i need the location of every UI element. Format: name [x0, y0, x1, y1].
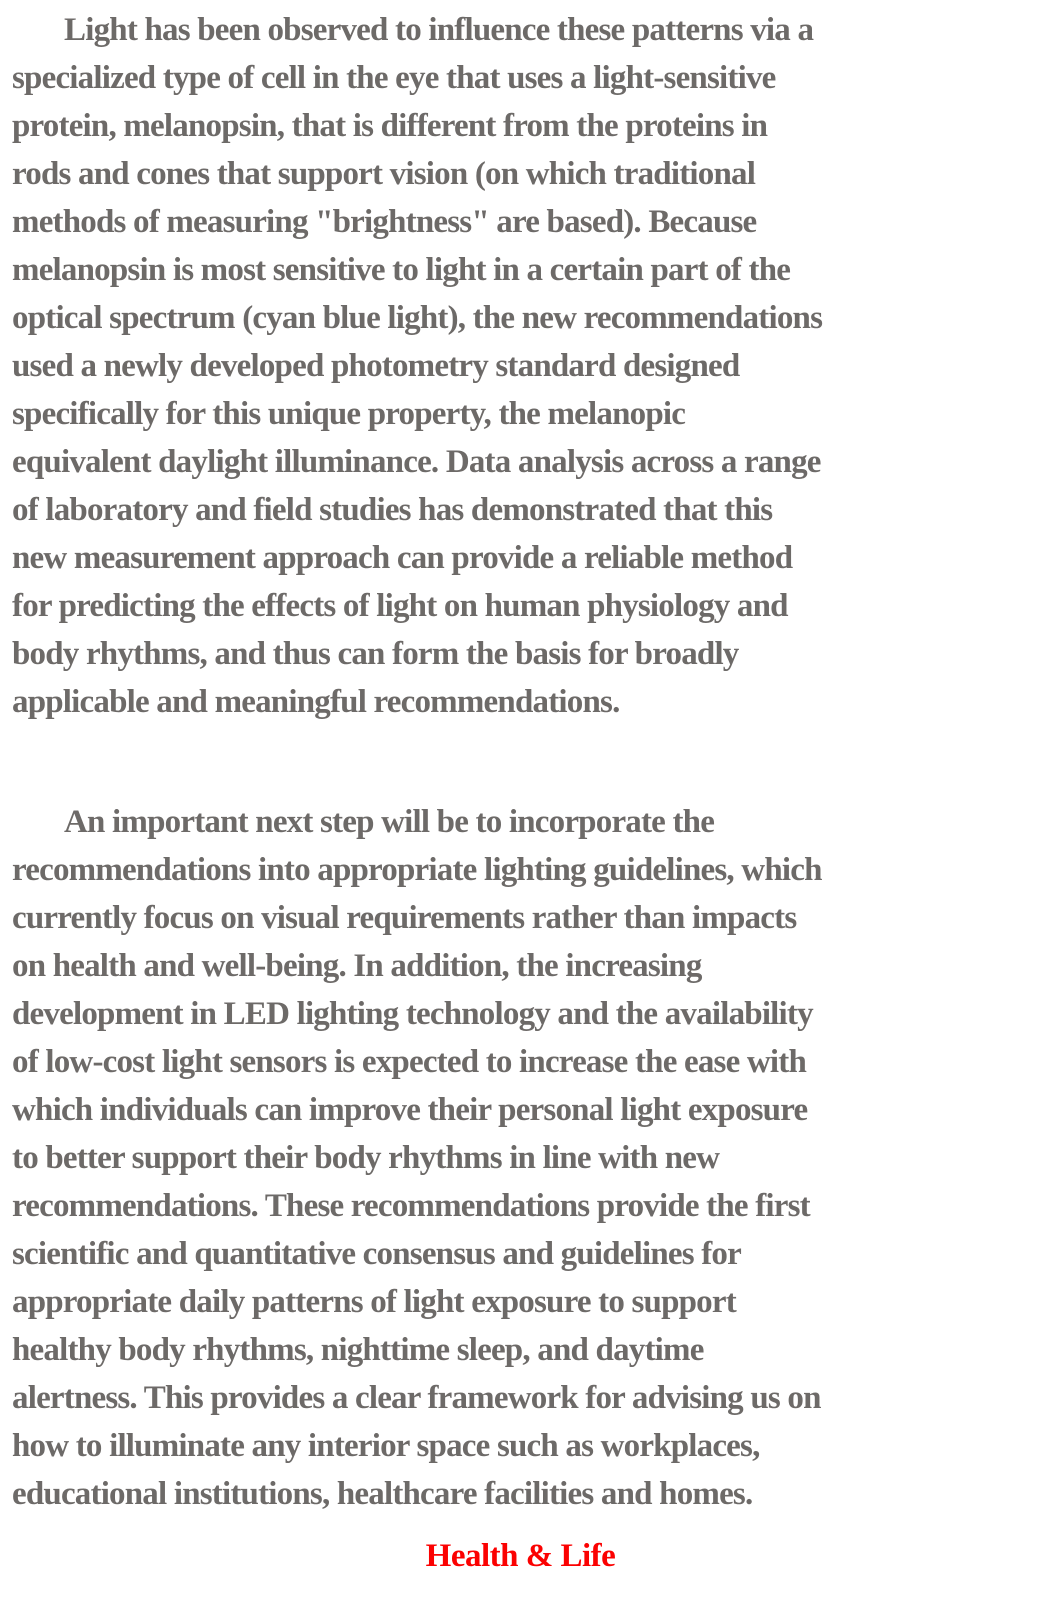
text-line: development in LED lighting technology and the availability [12, 996, 813, 1032]
footer-brand-label: Health & Life [425, 1538, 616, 1574]
text-line: optical spectrum (cyan blue light), the new recommendations [12, 300, 823, 336]
text-line: rods and cones that support vision (on which traditional [12, 156, 756, 192]
text-line: specifically for this unique property, the melanopic [12, 396, 686, 432]
text-line: scientific and quantitative consensus and guidelines for [12, 1236, 741, 1272]
text-line: An important next step will be to incorporate the [64, 804, 715, 840]
text-line: on health and well-being. In addition, the increasing [12, 948, 702, 984]
text-line: melanopsin is most sensitive to light in a certain part of the [12, 252, 791, 288]
text-line: educational institutions, healthcare facilities and homes. [12, 1476, 753, 1512]
text-line: of laboratory and field studies has demonstrated that this [12, 492, 773, 528]
text-line: appropriate daily patterns of light exposure to support [12, 1284, 736, 1320]
text-line: which individuals can improve their personal light exposure [12, 1092, 808, 1128]
text-line: methods of measuring "brightness" are based). Because [12, 204, 757, 240]
text-line: used a newly developed photometry standard designed [12, 348, 740, 384]
text-line: protein, melanopsin, that is different from the proteins in [12, 108, 768, 144]
text-line: Light has been observed to influence these patterns via a [64, 12, 814, 48]
text-line: alertness. This provides a clear framework for advising us on [12, 1380, 821, 1416]
text-line: recommendations. These recommendations provide the first [12, 1188, 810, 1224]
text-line: currently focus on visual requirements rather than impacts [12, 900, 797, 936]
text-line: to better support their body rhythms in line with new [12, 1140, 720, 1176]
paragraph-light-patterns [12, 6, 1029, 726]
text-line: for predicting the effects of light on human physiology and [12, 588, 788, 624]
text-line: equivalent daylight illuminance. Data analysis across a range [12, 444, 821, 480]
text-line: recommendations into appropriate lighting guidelines, which [12, 852, 822, 888]
text-line: healthy body rhythms, nighttime sleep, and daytime [12, 1332, 704, 1368]
text-line: how to illuminate any interior space such as workplaces, [12, 1428, 760, 1464]
text-line: body rhythms, and thus can form the basis for broadly [12, 636, 739, 672]
text-line: specialized type of cell in the eye that uses a light-sensitive [12, 60, 776, 96]
text-line: of low-cost light sensors is expected to increase the ease with [12, 1044, 807, 1080]
paragraph-recommendations [12, 798, 1029, 1518]
text-line: new measurement approach can provide a reliable method [12, 540, 793, 576]
text-line: applicable and meaningful recommendations. [12, 684, 620, 720]
